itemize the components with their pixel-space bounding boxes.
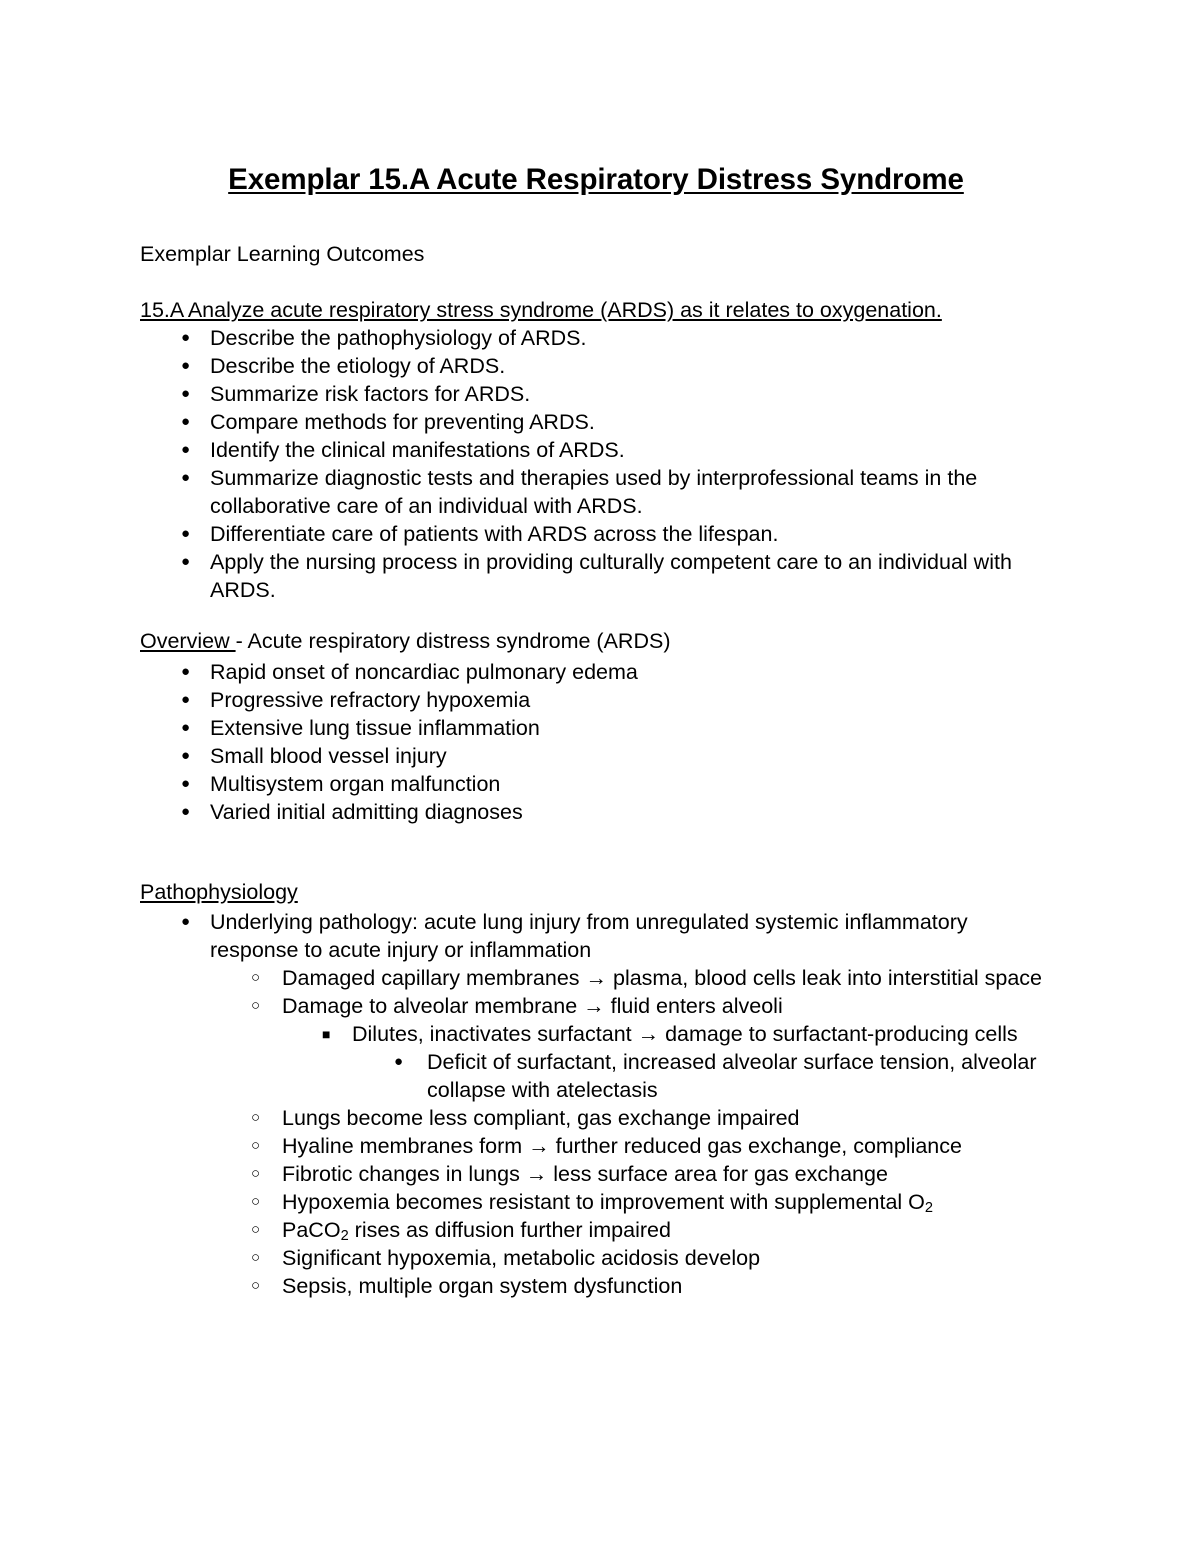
list-item [140,1020,1052,1048]
pathophysiology-list [140,908,1052,1300]
disc-bullet-icon: ● [181,719,191,736]
list-item-label: Damaged capillary membranes → plasma, blood cells leak into interstitial space [282,966,1043,990]
exemplar-learning-outcomes-label: Exemplar Learning Outcomes [140,242,425,266]
list-item-label: Multisystem organ malfunction [210,772,501,796]
disc-bullet-icon: ● [181,663,191,680]
list-item [140,1244,1052,1272]
list-item [140,324,1052,352]
list-item-label: Sepsis, multiple organ system dysfunction [282,1274,683,1298]
list-item-label: Varied initial admitting diagnoses [210,800,523,824]
list-item-label: Lungs become less compliant, gas exchange impaired [282,1106,800,1130]
list-item-label: Hyaline membranes form → further reduced gas exchange, compliance [282,1134,962,1158]
list-item [140,464,1052,520]
list-item [140,1272,1052,1300]
circle-bullet-icon: ○ [251,1221,261,1238]
disc-bullet-icon: ● [181,385,191,402]
overview-heading-rest: - Acute respiratory distress syndrome (ARDS) [235,629,671,653]
list-item [140,964,1052,992]
disc-bullet-icon: ● [181,553,191,570]
list-item-label: Differentiate care of patients with ARDS across the lifespan. [210,522,779,546]
list-item-label: Fibrotic changes in lungs → less surface area for gas exchange [282,1162,888,1186]
circle-bullet-icon: ○ [251,1165,261,1182]
list-item [140,686,1052,714]
list-item [140,992,1052,1020]
o2-subscript: 2 [924,1200,934,1217]
list-item-label: Summarize diagnostic tests and therapies used by interprofessional teams in the collaborative care of an individual with ARDS. [210,466,978,518]
list-item [140,548,1052,604]
disc-bullet-icon: ● [181,357,191,374]
outcomes-list [140,324,1052,604]
list-item [140,1048,1052,1104]
list-item-label: Progressive refractory hypoxemia [210,688,531,712]
circle-bullet-icon: ○ [251,1249,261,1266]
circle-bullet-icon: ○ [251,1277,261,1294]
paco2-subscript: 2 [340,1228,349,1245]
list-item [140,1160,1052,1188]
list-item [140,714,1052,742]
list-item [140,352,1052,380]
disc-bullet-icon: ● [181,441,191,458]
disc-bullet-icon: ● [181,913,191,930]
list-item [140,1132,1052,1160]
list-item [140,1104,1052,1132]
paco2-prefix: PaCO [282,1218,341,1242]
list-item [140,436,1052,464]
circle-bullet-icon: ○ [251,969,261,986]
list-item [140,1216,1052,1244]
disc-bullet-icon: ● [181,747,191,764]
circle-bullet-icon: ○ [251,1109,261,1126]
overview-heading-underlined: Overview [140,629,236,653]
list-item-label: Describe the pathophysiology of ARDS. [210,326,587,350]
list-item [140,798,1052,826]
list-item-label: Small blood vessel injury [210,744,447,768]
pathophysiology-heading: Pathophysiology [140,880,298,904]
list-item [140,520,1052,548]
disc-bullet-icon: ● [394,1053,404,1070]
list-item-label: Identify the clinical manifestations of ARDS. [210,438,625,462]
list-item [140,380,1052,408]
circle-bullet-icon: ○ [251,997,261,1014]
list-item-label: Rapid onset of noncardiac pulmonary edema [210,660,638,684]
list-item-label: Deficit of surfactant, increased alveolar surface tension, alveolar collapse with atelectasis [427,1050,1037,1102]
disc-bullet-icon: ● [181,775,191,792]
hypoxemia-text: Hypoxemia becomes resistant to improvement with supplemental O [282,1190,925,1214]
overview-list [140,658,1052,826]
square-bullet-icon: ■ [322,1026,331,1042]
list-item [140,742,1052,770]
overview-heading [140,627,670,655]
list-item [140,408,1052,436]
circle-bullet-icon: ○ [251,1193,261,1210]
list-item [140,1188,1052,1216]
circle-bullet-icon: ○ [251,1137,261,1154]
outcomes-heading: 15.A Analyze acute respiratory stress syndrome (ARDS) as it relates to oxygenation. [140,298,942,322]
disc-bullet-icon: ● [181,691,191,708]
list-item [140,770,1052,798]
list-item [140,908,1052,964]
list-item-label [282,1188,1052,1216]
disc-bullet-icon: ● [181,525,191,542]
disc-bullet-icon: ● [181,803,191,820]
disc-bullet-icon: ● [181,469,191,486]
list-item-label: Summarize risk factors for ARDS. [210,382,531,406]
list-item-label: Apply the nursing process in providing culturally competent care to an individual with ARDS. [210,550,1012,602]
paco2-suffix: rises as diffusion further impaired [348,1218,671,1242]
list-item-label [282,1216,1052,1244]
list-item [140,658,1052,686]
disc-bullet-icon: ● [181,413,191,430]
list-item-label: Compare methods for preventing ARDS. [210,410,595,434]
list-item-label: Underlying pathology: acute lung injury from unregulated systemic inflammatory response to acute injury or inflammation [210,910,968,962]
list-item-label: Describe the etiology of ARDS. [210,354,506,378]
list-item-label: Extensive lung tissue inflammation [210,716,540,740]
list-item-label: Damage to alveolar membrane → fluid enters alveoli [282,994,783,1018]
page-title: Exemplar 15.A Acute Respiratory Distress Syndrome [228,163,964,196]
list-item-label: Dilutes, inactivates surfactant → damage to surfactant-producing cells [352,1022,1018,1046]
list-item-label: Significant hypoxemia, metabolic acidosis develop [282,1246,761,1270]
disc-bullet-icon: ● [181,329,191,346]
